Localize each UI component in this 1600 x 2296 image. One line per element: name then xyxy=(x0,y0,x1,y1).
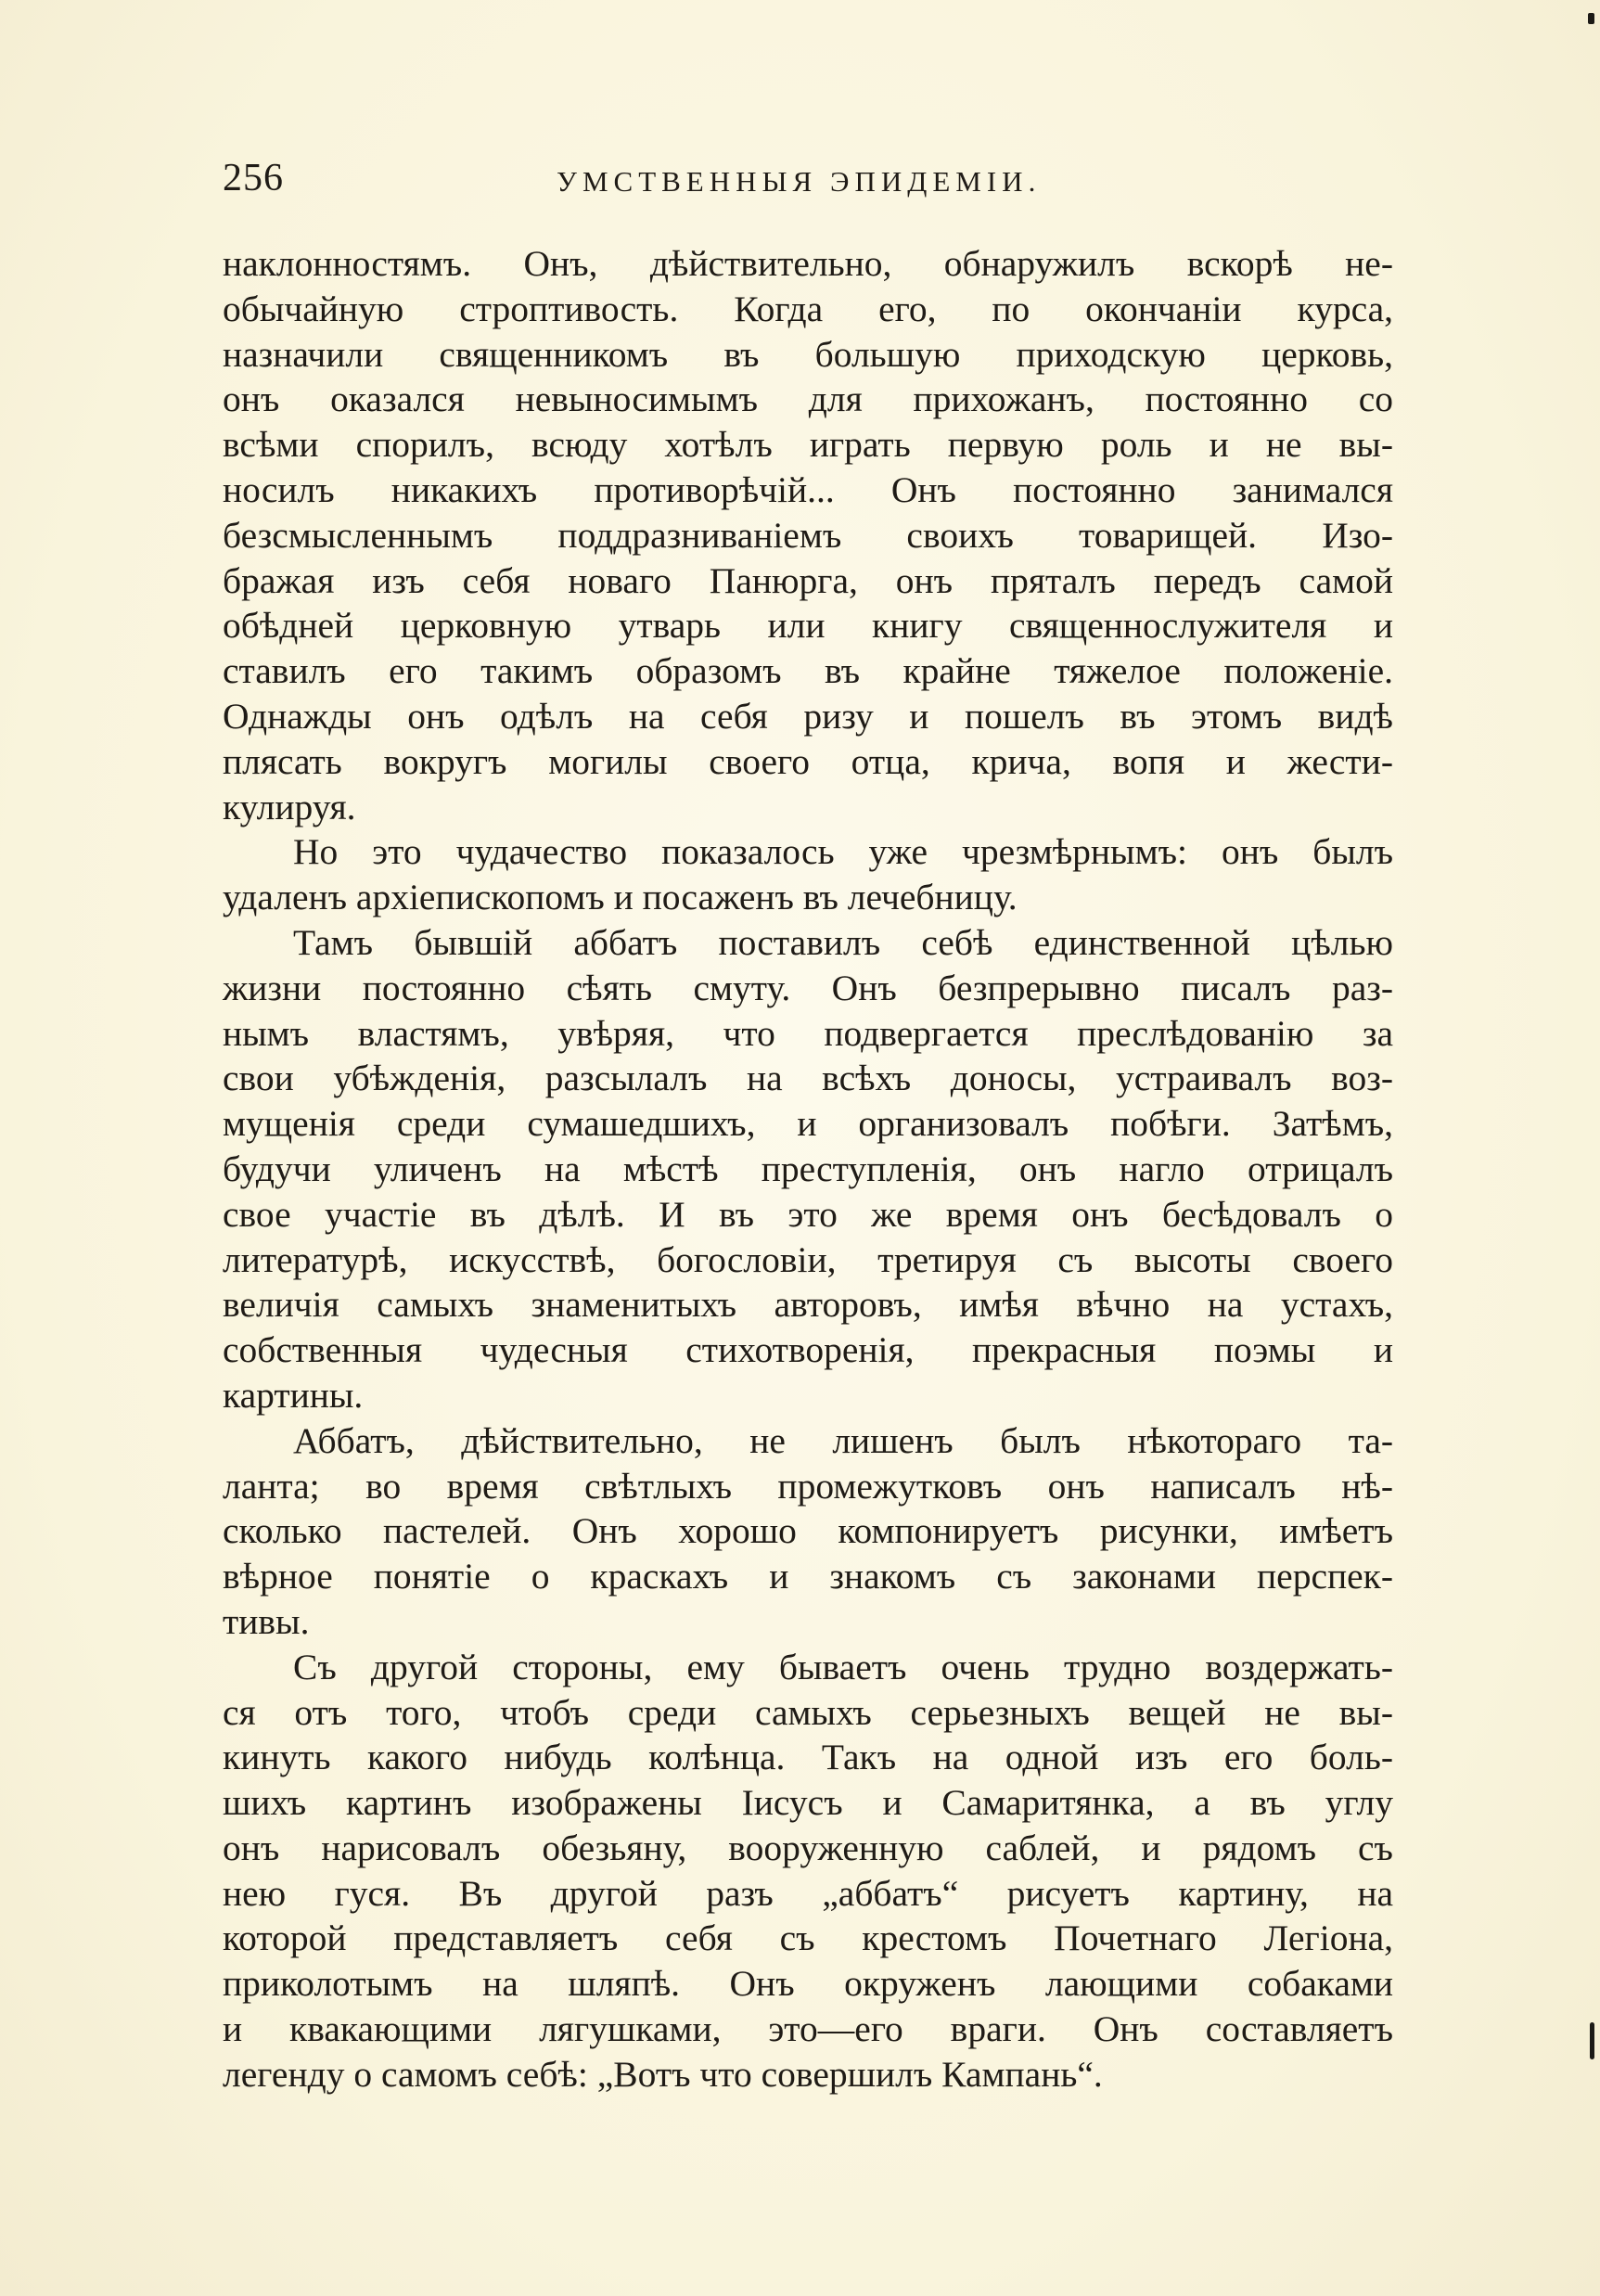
text-line: обычайную строптивость. Когда его, по окончаніи курса, xyxy=(223,288,1393,329)
text-line: всѣми спорилъ, всюду хотѣлъ играть первую роль и не вы- xyxy=(223,424,1393,466)
text-line: нымъ властямъ, увѣряя, что подвергается преслѣдованію за xyxy=(223,1012,1393,1054)
text-line: удаленъ архіепископомъ и посаженъ въ лечебницу. xyxy=(223,877,1018,918)
paragraph xyxy=(223,241,1393,829)
text-line: легенду о самомъ себѣ: „Вотъ что совершилъ Кампань“. xyxy=(223,2053,1103,2095)
text-line: онъ нарисовалъ обезьяну, вооруженную саблей, и рядомъ съ xyxy=(223,1827,1393,1868)
paragraph xyxy=(223,829,1393,920)
text-line: ланта; во время свѣтлыхъ промежутковъ онъ написалъ нѣ- xyxy=(223,1465,1393,1507)
text-line: свое участіе въ дѣлѣ. И въ это же время онъ бесѣдовалъ о xyxy=(223,1193,1393,1235)
text-line: ся отъ того, чтобъ среди самыхъ серьезныхъ вещей не вы- xyxy=(223,1691,1393,1733)
text-line: плясать вокругъ могилы своего отца, крича, вопя и жести- xyxy=(223,740,1393,782)
text-line: Однажды онъ одѣлъ на себя ризу и пошелъ въ этомъ видѣ xyxy=(223,695,1393,737)
scan-speck xyxy=(1590,2022,1594,2059)
text-line: вѣрное понятіе о краскахъ и знакомъ съ законами перспек- xyxy=(223,1556,1393,1597)
text-line: картины. xyxy=(223,1374,364,1416)
text-line: приколотымъ на шляпѣ. Онъ окруженъ лающими собаками xyxy=(223,1963,1393,2005)
paragraph xyxy=(223,920,1393,1418)
text-line: шихъ картинъ изображены Іисусъ и Самаритянка, а въ углу xyxy=(223,1782,1393,1824)
text-line: мущенія среди сумашедшихъ, и организовалъ побѣги. Затѣмъ, xyxy=(223,1103,1393,1145)
text-line: Но это чудачество показалось уже чрезмѣрнымъ: онъ былъ xyxy=(293,831,1393,873)
text-line: обѣдней церковную утварь или книгу священнослужителя и xyxy=(223,605,1393,647)
page-header xyxy=(223,156,1391,202)
text-line: нею гуся. Въ другой разъ „аббатъ“ рисуетъ картину, на xyxy=(223,1872,1393,1914)
text-line: безсмысленнымъ поддразниваніемъ своихъ товарищей. Изо- xyxy=(223,514,1393,556)
text-line: литературѣ, искусствѣ, богословіи, третируя съ высоты своего xyxy=(223,1238,1393,1280)
text-line: Тамъ бывшій аббатъ поставилъ себѣ единственной цѣлью xyxy=(293,921,1393,963)
text-line: тивы. xyxy=(223,1600,310,1642)
text-line: Аббатъ, дѣйствительно, не лишенъ былъ нѣкотораго та- xyxy=(293,1419,1393,1461)
body-text xyxy=(223,241,1393,2097)
text-line: будучи уличенъ на мѣстѣ преступленія, онъ нагло отрицалъ xyxy=(223,1148,1393,1189)
text-line: собственныя чудесныя стихотворенія, прекрасныя поэмы и xyxy=(223,1329,1393,1371)
text-line: наклонностямъ. Онъ, дѣйствительно, обнаружилъ вскорѣ не- xyxy=(223,243,1393,284)
text-line: свои убѣжденія, разсылалъ на всѣхъ доносы, устраивалъ воз- xyxy=(223,1058,1393,1099)
text-line: бражая изъ себя новаго Панюрга, онъ пряталъ передъ самой xyxy=(223,559,1393,601)
text-line: которой представляетъ себя съ крестомъ Почетнаго Легіона, xyxy=(223,1918,1393,1959)
paragraph xyxy=(223,1418,1393,1645)
text-line: назначили священникомъ въ большую приходскую церковь, xyxy=(223,333,1393,375)
text-line: Съ другой стороны, ему бываетъ очень трудно воздержать- xyxy=(293,1646,1393,1687)
text-line: ставилъ его такимъ образомъ въ крайне тяжелое положеніе. xyxy=(223,650,1393,692)
text-line: носилъ никакихъ противорѣчій... Онъ постоянно занимался xyxy=(223,468,1393,510)
scan-speck xyxy=(1588,13,1594,24)
text-line: кулируя. xyxy=(223,786,356,827)
text-line: величія самыхъ знаменитыхъ авторовъ, имѣя вѣчно на устахъ, xyxy=(223,1284,1393,1326)
page-number: 256 xyxy=(223,157,284,199)
text-line: кинуть какого нибудь колѣнца. Такъ на одной изъ его боль- xyxy=(223,1737,1393,1778)
text-line: онъ оказался невыносимымъ для прихожанъ, постоянно со xyxy=(223,378,1393,420)
running-title: УМСТВЕННЫЯ ЭПИДЕМІИ. xyxy=(557,165,1042,198)
text-line: жизни постоянно сѣять смуту. Онъ безпрерывно писалъ раз- xyxy=(223,967,1393,1008)
paragraph xyxy=(223,1645,1393,2097)
text-line: и квакающими лягушками, это—его враги. Онъ составляетъ xyxy=(223,2008,1393,2050)
text-line: сколько пастелей. Онъ хорошо компонируетъ рисунки, имѣетъ xyxy=(223,1510,1393,1552)
